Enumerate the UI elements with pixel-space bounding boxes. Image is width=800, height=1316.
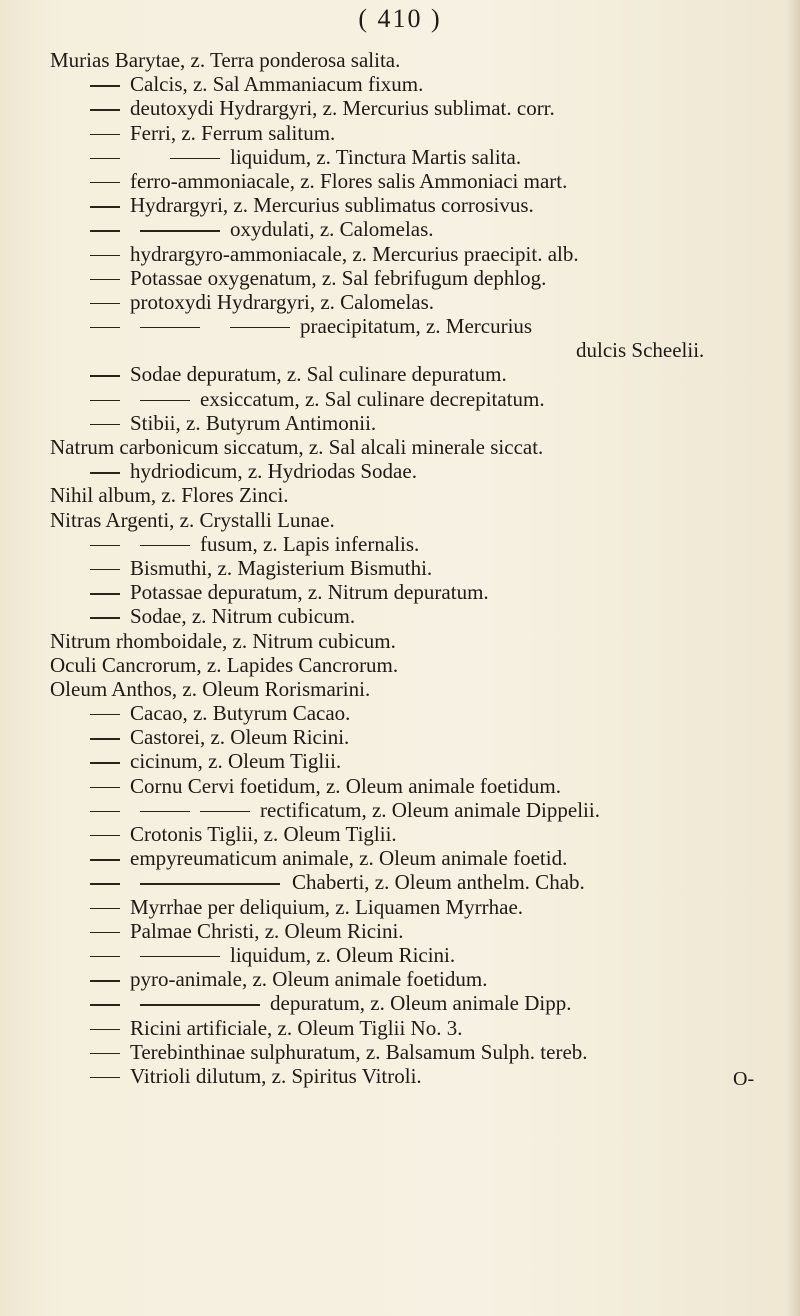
entry-line	[0, 459, 800, 483]
ditto-dash	[90, 230, 120, 231]
entry-text: hydrargyro-ammoniacale, z. Mercurius praecipit. alb.	[130, 241, 579, 266]
entry-text: Myrrhae per deliquium, z. Liquamen Myrrhae.	[130, 894, 524, 919]
entry-line	[0, 193, 800, 217]
ditto-dash	[90, 1077, 120, 1078]
entry-line	[0, 508, 800, 532]
entry-text: liquidum, z. Tinctura Martis salita.	[230, 144, 522, 169]
entry-text: Cacao, z. Butyrum Cacao.	[130, 701, 351, 726]
entry-text: Nitrum rhomboidale, z. Nitrum cubicum.	[50, 628, 396, 653]
ditto-dash	[200, 811, 250, 812]
ditto-dash	[90, 375, 120, 376]
entry-text: Chaberti, z. Oleum anthelm. Chab.	[292, 870, 585, 895]
entry-line	[0, 798, 800, 822]
entry-text: Crotonis Tiglii, z. Oleum Tiglii.	[130, 822, 397, 846]
ditto-dash	[90, 109, 120, 110]
entry-line	[0, 895, 800, 919]
ditto-dash	[140, 230, 220, 231]
entry-line	[0, 48, 800, 72]
entry-text: Oleum Anthos, z. Oleum Rorismarini.	[50, 676, 371, 701]
entry-text: oxydulati, z. Calomelas.	[230, 217, 434, 242]
ditto-dash	[90, 1053, 120, 1054]
entry-line	[0, 846, 800, 870]
ditto-dash	[90, 908, 120, 909]
entry-line	[0, 870, 800, 894]
ditto-dash	[140, 545, 190, 546]
entry-text: ferro-ammoniacale, z. Flores salis Ammoniaci mart.	[130, 168, 568, 193]
entry-text: Palmae Christi, z. Oleum Ricini.	[130, 918, 404, 943]
ditto-dash	[140, 1004, 260, 1005]
entry-text: Ferri, z. Ferrum salitum.	[130, 120, 336, 145]
entry-text: Bismuthi, z. Magisterium Bismuthi.	[130, 555, 433, 580]
entries-list	[0, 48, 800, 1088]
entry-line	[0, 991, 800, 1015]
entry-line	[0, 701, 800, 725]
entry-text: Terebinthinae sulphuratum, z. Balsamum Sulph. tereb.	[130, 1039, 588, 1064]
ditto-dash	[140, 956, 220, 957]
entry-line	[0, 943, 800, 967]
entry-line	[0, 919, 800, 943]
entry-line	[0, 121, 800, 145]
entry-line	[0, 387, 800, 411]
entry-text: Murias Barytae, z. Terra ponderosa salita.	[50, 48, 401, 72]
entry-line	[0, 774, 800, 798]
entry-line	[0, 1040, 800, 1064]
entry-line	[0, 483, 800, 507]
ditto-dash	[90, 762, 120, 763]
entry-line	[0, 411, 800, 435]
entry-line	[0, 145, 800, 169]
entry-text: Cornu Cervi foetidum, z. Oleum animale foetidum.	[130, 773, 561, 798]
entry-line	[0, 169, 800, 193]
ditto-dash	[90, 1029, 120, 1030]
ditto-dash	[90, 206, 120, 207]
ditto-dash	[140, 400, 190, 401]
ditto-dash	[230, 327, 290, 328]
entry-line	[0, 677, 800, 701]
ditto-dash	[90, 182, 120, 183]
ditto-dash	[90, 593, 120, 594]
entry-line	[0, 338, 800, 362]
entry-line	[0, 242, 800, 266]
ditto-dash	[90, 85, 120, 86]
catchword: O-	[733, 1068, 755, 1090]
entry-line	[0, 580, 800, 604]
ditto-dash	[90, 738, 120, 739]
entry-text: Hydrargyri, z. Mercurius sublimatus corrosivus.	[130, 193, 534, 218]
ditto-dash	[90, 279, 120, 280]
entry-text: exsiccatum, z. Sal culinare decrepitatum.	[200, 386, 545, 411]
entry-text: hydriodicum, z. Hydriodas Sodae.	[130, 459, 417, 484]
ditto-dash	[90, 932, 120, 933]
entry-line	[0, 435, 800, 459]
entry-line	[0, 72, 800, 96]
entry-line	[0, 822, 800, 846]
entry-text: praecipitatum, z. Mercurius	[300, 314, 533, 339]
entry-text: dulcis Scheelii.	[576, 338, 705, 363]
entry-line	[0, 290, 800, 314]
entry-text: rectificatum, z. Oleum animale Dippelii.	[260, 797, 600, 822]
entry-line	[0, 1016, 800, 1040]
entry-text: Oculi Cancrorum, z. Lapides Cancrorum.	[50, 652, 399, 677]
ditto-dash	[90, 327, 120, 328]
ditto-dash	[90, 569, 120, 570]
ditto-dash	[90, 303, 120, 304]
entry-line	[0, 532, 800, 556]
entry-text: protoxydi Hydrargyri, z. Calomelas.	[130, 289, 435, 314]
ditto-dash	[140, 883, 280, 884]
ditto-dash	[90, 980, 120, 981]
entry-text: Nihil album, z. Flores Zinci.	[50, 483, 289, 508]
entry-text: Nitras Argenti, z. Crystalli Lunae.	[50, 507, 335, 532]
entry-line	[0, 556, 800, 580]
entry-text: Calcis, z. Sal Ammaniacum fixum.	[130, 72, 424, 97]
entry-text: fusum, z. Lapis infernalis.	[200, 531, 420, 556]
entry-text: Potassae oxygenatum, z. Sal febrifugum dephlog.	[130, 265, 547, 290]
ditto-dash	[140, 811, 190, 812]
entry-line	[0, 604, 800, 628]
entry-line	[0, 314, 800, 338]
entry-text: Stibii, z. Butyrum Antimonii.	[130, 410, 377, 435]
ditto-dash	[140, 327, 200, 328]
entry-line	[0, 96, 800, 120]
entry-text: Potassae depuratum, z. Nitrum depuratum.	[130, 580, 489, 605]
entry-text: Castorei, z. Oleum Ricini.	[130, 725, 350, 750]
ditto-dash	[90, 472, 120, 473]
entry-line	[0, 362, 800, 386]
ditto-dash	[90, 400, 120, 401]
ditto-dash	[90, 545, 120, 546]
ditto-dash	[90, 617, 120, 618]
ditto-dash	[90, 134, 120, 135]
ditto-dash	[90, 956, 120, 957]
ditto-dash	[90, 859, 120, 860]
ditto-dash	[90, 787, 120, 788]
ditto-dash	[90, 424, 120, 425]
entry-line	[0, 217, 800, 241]
ditto-dash	[90, 158, 120, 159]
ditto-dash	[90, 255, 120, 256]
entry-text: liquidum, z. Oleum Ricini.	[230, 942, 456, 967]
ditto-dash	[90, 811, 120, 812]
entry-text: deutoxydi Hydrargyri, z. Mercurius sublimat. corr.	[130, 96, 555, 121]
entry-line	[0, 266, 800, 290]
entry-text: Sodae depuratum, z. Sal culinare depuratum.	[130, 362, 507, 387]
entry-text: Natrum carbonicum siccatum, z. Sal alcali minerale siccat.	[50, 435, 544, 459]
ditto-dash	[90, 714, 120, 715]
entry-line	[0, 725, 800, 749]
ditto-dash	[90, 1004, 120, 1005]
entry-line	[0, 749, 800, 773]
entry-text: pyro-animale, z. Oleum animale foetidum.	[130, 967, 488, 992]
entry-text: empyreumaticum animale, z. Oleum animale foetid.	[130, 846, 568, 871]
entry-text: Vitrioli dilutum, z. Spiritus Vitroli.	[130, 1063, 422, 1088]
entry-text: depuratum, z. Oleum animale Dipp.	[270, 991, 572, 1016]
entry-line	[0, 1064, 800, 1088]
entry-line	[0, 967, 800, 991]
entry-text: cicinum, z. Oleum Tiglii.	[130, 749, 342, 774]
entry-line	[0, 653, 800, 677]
ditto-dash	[90, 835, 120, 836]
ditto-dash	[90, 883, 120, 884]
entry-line	[0, 629, 800, 653]
page-number: ( 410 )	[358, 4, 442, 33]
entry-text: Ricini artificiale, z. Oleum Tiglii No. 3.	[130, 1015, 463, 1040]
entry-text: Sodae, z. Nitrum cubicum.	[130, 604, 356, 629]
ditto-dash	[170, 158, 220, 159]
